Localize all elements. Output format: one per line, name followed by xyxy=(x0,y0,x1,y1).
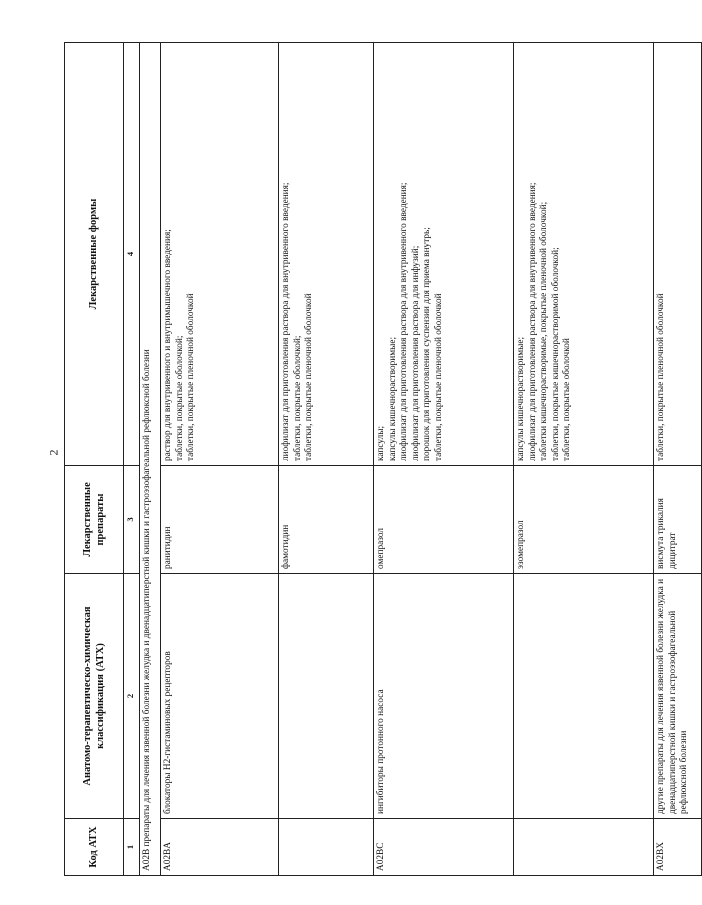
atc-code-cell xyxy=(514,819,654,876)
dosage-form-item: лиофилизат для приготовления раствора для внутривенного введения; xyxy=(399,182,410,461)
column-number: 3 xyxy=(124,466,140,574)
dosage-form-item: таблетки, покрытые оболочкой; xyxy=(292,335,303,461)
dosage-form-item: капсулы кишечнорастворимые; xyxy=(387,336,398,461)
column-number: 4 xyxy=(124,43,140,466)
dosage-form-item: таблетки, покрытые оболочкой xyxy=(562,338,573,461)
forms-cell xyxy=(279,43,374,466)
header-forms: Лекарственные формы xyxy=(65,43,124,466)
dosage-form-item: таблетки, покрытые пленочной оболочкой xyxy=(656,293,666,461)
classification-cell: блокаторы H2-гистаминовых рецепторов xyxy=(161,574,279,819)
drug-name-cell: ранитидин xyxy=(161,466,279,574)
forms-cell xyxy=(654,43,702,466)
forms-cell xyxy=(374,43,514,466)
page-number: 2 xyxy=(46,449,61,456)
table-row xyxy=(279,43,374,876)
drug-name-cell: омепразол xyxy=(374,466,514,574)
header-drugs: Лекарственные препараты xyxy=(65,466,124,574)
classification-cell xyxy=(514,574,654,819)
section-title: A02B препараты для лечения язвенной болезни желудка и двенадцатиперстной кишки и гастроэзофагеальной рефлюксной болезни xyxy=(140,43,161,876)
table-row xyxy=(514,43,654,876)
dosage-form-item: таблетки, покрытые оболочкой; xyxy=(174,335,185,461)
atc-code-cell: A02BA xyxy=(161,819,279,876)
dosage-form-item: лиофилизат для приготовления раствора для внутривенного введения; xyxy=(527,182,538,461)
drug-name-cell: висмута трикалия дицитрат xyxy=(654,466,702,574)
dosage-form-item: таблетки, покрытые пленочной оболочкой xyxy=(304,293,315,461)
dosage-form-item: таблетки, покрытые пленочной оболочкой xyxy=(434,293,445,461)
rotated-table-container xyxy=(64,43,690,876)
classification-cell xyxy=(279,574,374,819)
dosage-form-item: раствор для внутривенного и внутримышечного введения; xyxy=(163,229,173,461)
header-row xyxy=(65,43,124,876)
dosage-form-item: таблетки, покрытые пленочной оболочкой xyxy=(186,293,197,461)
classification-cell: другие препараты для лечения язвенной болезни желудка и двенадцатиперстной кишки и гастроэзофагеальной рефлюксной болезни xyxy=(654,574,702,819)
drug-name-cell: фамотидин xyxy=(279,466,374,574)
dosage-form-item: порошок для приготовления суспензии для приема внутрь; xyxy=(422,227,433,461)
table-row xyxy=(374,43,514,876)
header-classification: Анатомо-терапевтическо-химическая классификация (АТХ) xyxy=(65,574,124,819)
atc-code-cell xyxy=(279,819,374,876)
drug-name-cell: эзомепразол xyxy=(514,466,654,574)
atc-drug-table xyxy=(64,42,702,876)
forms-cell xyxy=(161,43,279,466)
column-number: 2 xyxy=(124,574,140,819)
table-row xyxy=(161,43,279,876)
section-row xyxy=(140,43,161,876)
header-code: Код АТХ xyxy=(65,819,124,876)
dosage-form-item: таблетки кишечнорастворимые, покрытые пленочной оболочкой; xyxy=(539,201,550,461)
dosage-form-item: капсулы кишечнорастворимые; xyxy=(516,336,526,461)
dosage-form-item: лиофилизат для приготовления раствора для инфузий; xyxy=(410,245,421,461)
column-number: 1 xyxy=(124,819,140,876)
classification-cell: ингибиторы протонного насоса xyxy=(374,574,514,819)
dosage-form-item: лиофилизат для приготовления раствора для внутривенного введения; xyxy=(281,182,291,461)
column-number-row xyxy=(124,43,140,876)
dosage-form-item: капсулы; xyxy=(376,425,386,461)
dosage-form-item: таблетки, покрытые кишечнорастворимой оболочкой; xyxy=(550,247,561,461)
atc-code-cell: A02BC xyxy=(374,819,514,876)
table-row xyxy=(654,43,702,876)
atc-code-cell: A02BX xyxy=(654,819,702,876)
forms-cell xyxy=(514,43,654,466)
